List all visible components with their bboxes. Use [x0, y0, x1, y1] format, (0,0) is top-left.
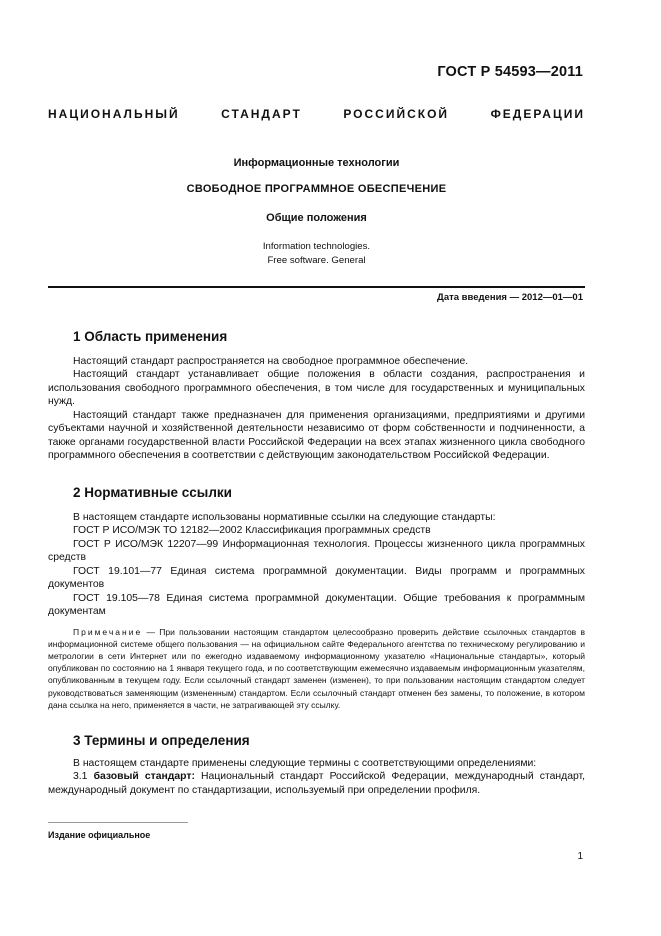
note-label: Примечание	[73, 626, 143, 637]
english-title	[48, 240, 585, 268]
footer-divider	[48, 822, 188, 823]
section-1	[48, 330, 585, 463]
normative-reference: ГОСТ 19.105—78 Единая система программной документации. Общие требования к программным документам	[48, 592, 585, 617]
banner-word: ФЕДЕРАЦИИ	[490, 107, 585, 121]
document-designation: ГОСТ Р 54593—2011	[437, 64, 583, 80]
normative-reference: ГОСТ Р ИСО/МЭК ТО 12182—2002 Классификация программных средств	[73, 525, 431, 536]
section-3	[48, 734, 585, 797]
term-text: Национальный стандарт Российской Федерации, международный стандарт, международный документ по стандартизации, используемый при определении профиля.	[48, 771, 586, 796]
normative-reference: ГОСТ 19.101—77 Единая система программной документации. Виды программ и программных документов	[48, 565, 585, 590]
banner-word: НАЦИОНАЛЬНЫЙ	[48, 107, 180, 121]
normative-reference: ГОСТ Р ИСО/МЭК 12207—99 Информационная технология. Процессы жизненного цикла программных средств	[48, 538, 585, 563]
term-number: 3.1	[73, 771, 88, 782]
note-text: — При пользовании настоящим стандартом целесообразно проверить действие ссылочных стандартов в информационной системе общего пользования — на официальном сайте Федерального агентства по техническому регулированию и метрологии в сети Интернет или по ежегодно издаваемому информационному указателю «Национальные стандарты», который опубликован по состоянию на 1 января текущего года, и по соответствующим ежемесячно издаваемым информационным указателям, опубликованным в текущем году. Если ссылочный стандарт заменен (изменен), то при пользовании настоящим стандартом следует руководствоваться заменяющим (измененным) стандартом. Если ссылочный стандарт отменен без замены, то положение, в котором дана ссылка на него, применяется в части, не затрагивающей эту ссылку.	[48, 626, 585, 710]
banner-word: СТАНДАРТ	[221, 107, 302, 121]
note	[48, 626, 585, 711]
section-1-paragraph-3: Настоящий стандарт также предназначен для применения организациями, предприятиями и другими субъектами научной и хозяйственной деятельности независимо от форм собственности и подчиненности, а также органами государственной власти Российской Федерации на всех этапах жизненного цикла свободного программного обеспечения в соответствии с действующим законодательством Российской Федерации.	[48, 409, 585, 461]
national-standard-banner	[48, 107, 585, 121]
introduction-date: Дата введения — 2012—01—01	[437, 292, 583, 303]
title-line-1: Информационные технологии	[233, 157, 400, 169]
section-3-heading: 3 Термины и определения	[73, 733, 250, 748]
english-title-line-1: Information technologies.	[262, 241, 371, 252]
page-number: 1	[577, 851, 583, 862]
section-1-heading: 1 Область применения	[73, 329, 228, 344]
section-3-intro: В настоящем стандарте применены следующие термины с соответствующими определениями:	[73, 757, 537, 769]
section-2-intro: В настоящем стандарте использованы нормативные ссылки на следующие стандарты:	[73, 511, 496, 523]
title-divider	[48, 286, 585, 288]
section-2	[48, 486, 585, 711]
term-definition	[48, 770, 585, 797]
term-name: базовый стандарт:	[93, 771, 195, 782]
section-2-heading: 2 Нормативные ссылки	[73, 485, 232, 500]
title-line-3: Общие положения	[266, 212, 367, 224]
english-title-line-2: Free software. General	[267, 255, 366, 266]
official-edition-label: Издание официальное	[48, 830, 151, 840]
banner-word: РОССИЙСКОЙ	[343, 107, 450, 121]
section-1-paragraph-1: Настоящий стандарт распространяется на свободное программное обеспечение.	[73, 355, 469, 367]
section-1-paragraph-2: Настоящий стандарт устанавливает общие положения в области создания, распространения и использования свободного программного обеспечения, в том числе для государственных и муниципальных нужд.	[48, 369, 585, 407]
title-line-2: СВОБОДНОЕ ПРОГРАММНОЕ ОБЕСПЕЧЕНИЕ	[186, 183, 447, 195]
